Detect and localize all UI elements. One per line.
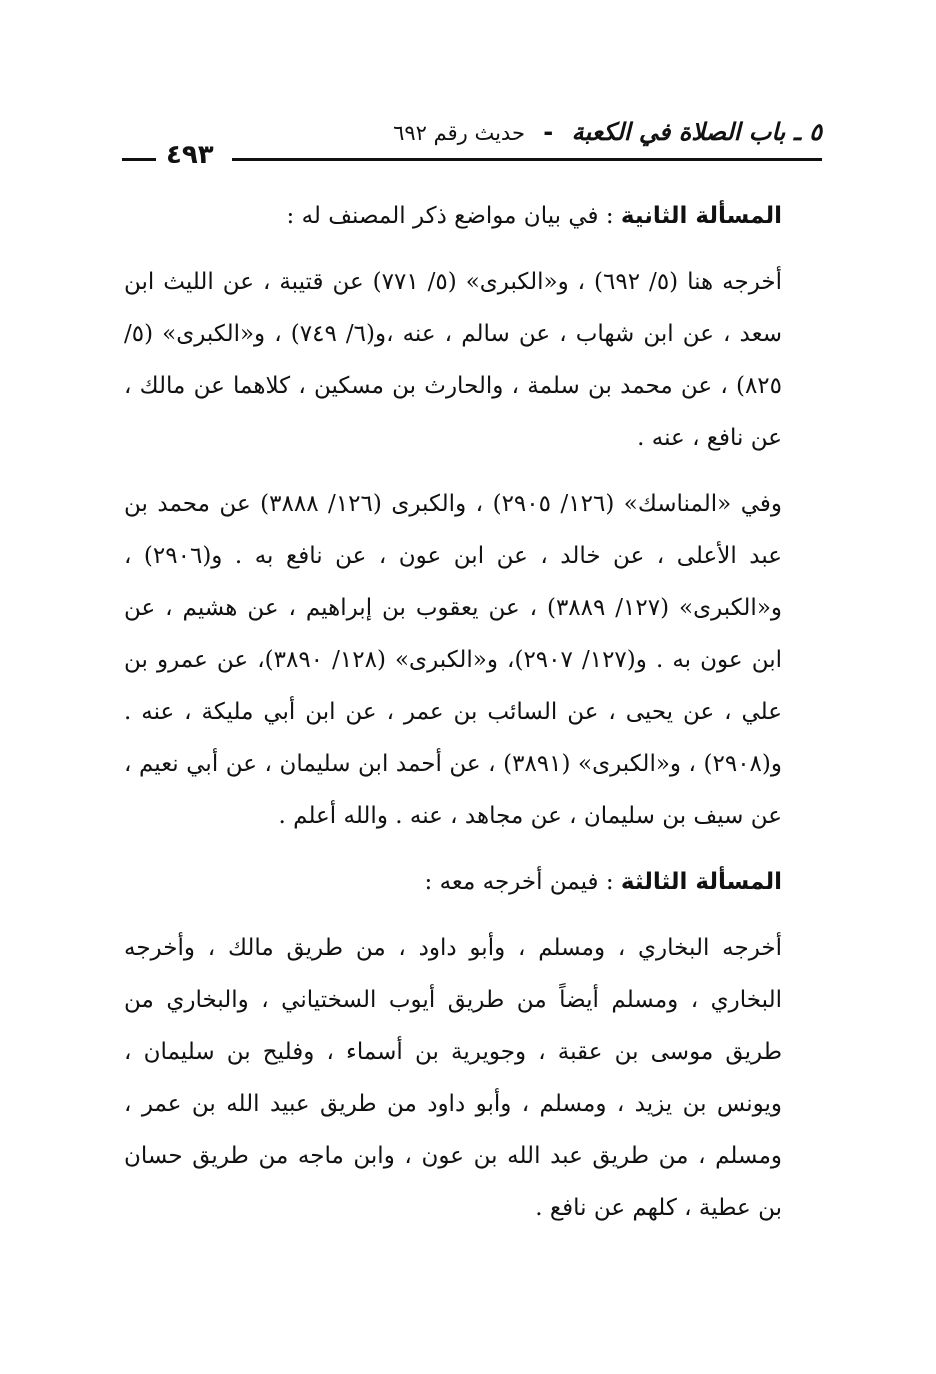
header-separator: - xyxy=(543,118,554,146)
section-heading-2 xyxy=(124,190,782,242)
chapter-name: ٥ ـ باب الصلاة في الكعبة xyxy=(571,118,822,146)
paragraph: أخرجه هنا (٥/ ٦٩٢) ، و«الكبرى» (٥/ ٧٧١) عن قتيبة ، عن الليث ابن سعد ، عن ابن شهاب ، عن سالم ، عنه ،و(٦/ ٧٤٩) ، و«الكبرى» (٥/ ٨٢٥) ، عن محمد بن سلمة ، والحارث بن مسكين ، كلاهما عن مالك ، عن نافع ، عنه . xyxy=(124,269,782,451)
paragraph: وفي «المناسك» (١٢٦/ ٢٩٠٥) ، والكبرى (١٢٦/ ٣٨٨٨) عن محمد بن عبد الأعلى ، عن خالد ، عن ابن عون ، عن نافع به . و(٢٩٠٦) ، و«الكبرى» (١٢٧/ ٣٨٨٩) ، عن يعقوب بن إبراهيم ، عن هشيم ، عن ابن عون به . و(١٢٧/ ٢٩٠٧)، و«الكبرى» (١٢٨/ ٣٨٩٠)، عن عمرو بن علي ، عن يحيى ، عن السائب بن عمر ، عن ابن أبي مليكة ، عنه . و(٢٩٠٨) ، و«الكبرى» (٣٨٩١) ، عن أحمد ابن سليمان ، عن أبي نعيم ، عن سيف بن سليمان ، عن مجاهد ، عنه . والله أعلم . xyxy=(124,491,783,829)
header-rule-short xyxy=(122,158,156,161)
header-rule xyxy=(232,158,822,161)
hadith-reference: حديث رقم ٦٩٢ xyxy=(393,121,525,145)
paragraph: أخرجه البخاري ، ومسلم ، وأبو داود ، من طريق مالك ، وأخرجه البخاري ، ومسلم أيضاً من طريق أيوب السختياني ، والبخاري من طريق موسى بن عقبة ، وجويرية بن أسماء ، وفليح بن سليمان ، ويونس بن يزيد ، ومسلم ، وأبو داود من طريق عبيد الله بن عمر ، ومسلم ، من طريق عبد الله بن عون ، وابن ماجه من طريق حسان بن عطية ، كلهم عن نافع . xyxy=(124,935,782,1221)
page-number: ٤٩٣ xyxy=(166,140,214,170)
section-heading-3 xyxy=(124,856,782,908)
chapter-title xyxy=(393,118,822,146)
section-title-3: : فيمن أخرجه معه : xyxy=(424,869,621,895)
section-label-3: المسألة الثالثة xyxy=(620,869,782,895)
running-header xyxy=(122,118,822,178)
section-label-2: المسألة الثانية xyxy=(620,203,782,229)
page-body xyxy=(124,190,782,1248)
section-title-2: : في بيان مواضع ذكر المصنف له : xyxy=(286,203,621,229)
